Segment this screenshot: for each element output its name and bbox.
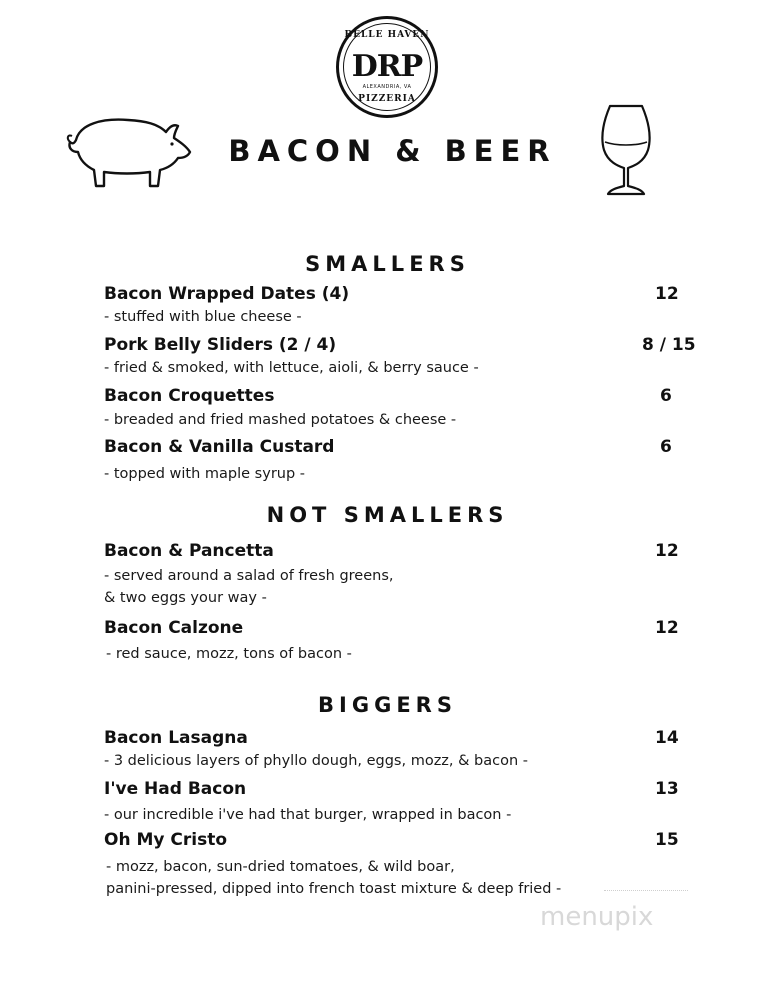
menu-item-description: - served around a salad of fresh greens, [104,568,394,584]
menu-item-name: Oh My Cristo [104,830,228,850]
menu-title: BACON & BEER [228,134,557,168]
menu-item-name: Bacon Wrapped Dates (4) [104,284,350,304]
menu-item-description: - breaded and fried mashed potatoes & cheese - [104,412,457,428]
menu-item-description: - our incredible i've had that burger, wrapped in bacon - [104,807,512,823]
menu-item-description: - fried & smoked, with lettuce, aioli, & berry sauce - [104,360,479,376]
menu-item-description: - red sauce, mozz, tons of bacon - [106,646,352,662]
menu-item-price: 12 [655,284,679,304]
menu-item-name: Bacon Lasagna [104,728,248,748]
restaurant-logo [336,16,438,118]
menu-item-name: Bacon Calzone [104,618,244,638]
menu-item-name: I've Had Bacon [104,779,247,799]
logo-arc-top-text: BELLE HAVEN [344,30,430,40]
menu-item-price: 12 [655,618,679,638]
menu-item-name: Bacon Croquettes [104,386,275,406]
logo-arc-bottom-text: PIZZERIA [358,94,416,104]
menu-item-name: Bacon & Vanilla Custard [104,437,335,457]
watermark-divider [604,890,688,891]
menu-item-description: - 3 delicious layers of phyllo dough, eggs, mozz, & bacon - [104,753,529,769]
menu-item-price: 6 [660,386,672,406]
section-heading-biggers: BIGGERS [318,693,457,717]
menu-item-price: 12 [655,541,679,561]
menu-item-description: - mozz, bacon, sun-dried tomatoes, & wild boar, [106,859,455,875]
logo-initials: DRP [351,49,423,84]
menu-item-price: 13 [655,779,679,799]
section-heading-smallers: SMALLERS [305,252,470,276]
logo-city: ALEXANDRIA, VA [362,84,412,90]
menu-item-price: 8 / 15 [642,335,696,355]
menu-item-name: Bacon & Pancetta [104,541,274,561]
menu-item-description-line-2: panini-pressed, dipped into french toast mixture & deep fried - [106,881,562,897]
menu-item-price: 15 [655,830,679,850]
menu-item-description: - stuffed with blue cheese - [104,309,302,325]
watermark-text: menupix [540,902,654,932]
menu-item-description: - topped with maple syrup - [104,466,306,482]
section-heading-not-smallers: NOT SMALLERS [266,503,509,527]
menu-item-description-line-2: & two eggs your way - [104,590,267,606]
menu-item-price: 6 [660,437,672,457]
menu-item-price: 14 [655,728,679,748]
menu-item-name: Pork Belly Sliders (2 / 4) [104,335,337,355]
